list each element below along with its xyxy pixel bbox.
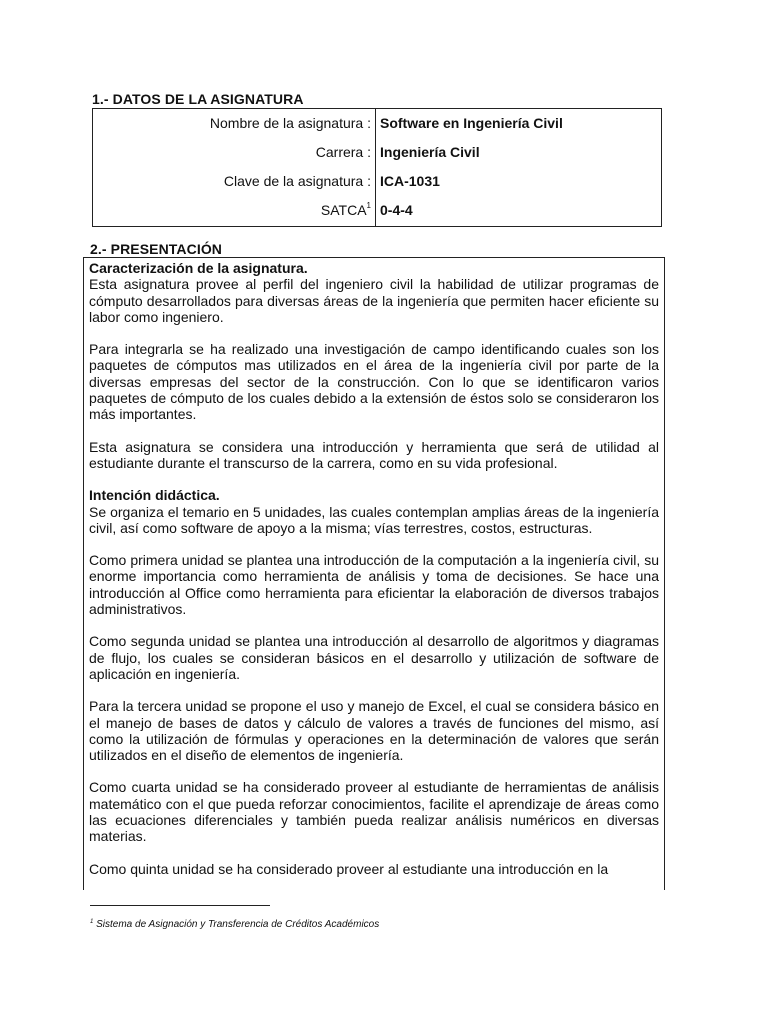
footnote-mark: 1 [90,919,94,925]
satca-label-wrap [321,202,371,218]
caracterizacion-title: Caracterización de la asignatura. [89,260,308,276]
intencion-paragraph-3: Como segunda unidad se plantea una introducción al desarrollo de algoritmos y diagramas de flujo, los cuales se consideran básicos en el desarrollo y utilización de software de aplicación en ingeniería. [89,633,659,682]
table-row-satca [93,202,661,222]
footnote [90,919,379,930]
carrera-label: Carrera : [315,144,371,160]
satca-footnote-mark[interactable]: 1 [366,201,371,210]
intencion-paragraph-2: Como primera unidad se plantea una introducción de la computación a la ingeniería civil, su enorme importancia como herramienta de análisis y toma de decisiones. Se hace una introducción al Office como herramienta para eficientar la elaboración de diversos trabajos administrativos. [89,552,659,618]
footnote-text: Sistema de Asignación y Transferencia de Créditos Académicos [96,919,380,930]
intencion-paragraph-1: Se organiza el temario en 5 unidades, las cuales contemplan amplias áreas de la ingeniería civil, así como software de apoyo a la misma; vías terrestres, costos, estructuras. [89,503,659,536]
datos-asignatura-table [92,108,662,227]
footnote-separator [90,905,270,906]
section-2-heading: 2.- PRESENTACIÓN [90,241,223,257]
satca-label: SATCA [320,202,367,218]
presentacion-content [89,260,659,877]
caracterizacion-paragraph-2: Para integrarla se ha realizado una investigación de campo identificando cuales son los paquetes de cómputos mas utilizados en el área de la ingeniería civil por parte de la diversas empresas del sector de la construcción. Con lo que se identificaron varios paquetes de cómputo de los cuales debido a la extensión de éstos solo se consideraron los más importantes. [89,341,659,423]
clave-value: ICA-1031 [380,173,440,189]
intencion-paragraph-4: Para la tercera unidad se propone el uso y manejo de Excel, el cual se considera básico en el manejo de bases de datos y cálculo de valores a través de funciones del mismo, así como la utilización de fórmulas y operaciones en la determinación de valores que serán utilizados en el diseño de elementos de ingeniería. [89,698,659,764]
caracterizacion-paragraph-3: Esta asignatura se considera una introducción y herramienta que será de utilidad al estudiante durante el transcurso de la carrera, como en su vida profesional. [89,438,659,471]
table-row-carrera [93,144,661,164]
section-1-heading: 1.- DATOS DE LA ASIGNATURA [92,91,304,107]
nombre-value: Software en Ingeniería Civil [380,115,563,131]
satca-value: 0-4-4 [380,202,413,218]
table-row-clave [93,173,661,193]
intencion-title: Intención didáctica. [89,487,220,504]
nombre-label: Nombre de la asignatura : [209,115,371,131]
table-row-nombre [93,115,661,135]
carrera-value: Ingeniería Civil [380,144,480,160]
presentacion-box [83,257,665,890]
intencion-paragraph-5: Como cuarta unidad se ha considerado proveer al estudiante de herramientas de análisis matemático con el que pueda reforzar conocimientos, facilite el aprendizaje de áreas como las ecuaciones diferenciales y también pueda realizar análisis numéricos en diversas materias. [89,779,659,845]
intencion-paragraph-6: Como quinta unidad se ha considerado proveer al estudiante una introducción en la [89,860,609,877]
caracterizacion-paragraph-1: Esta asignatura provee al perfil del ingeniero civil la habilidad de utilizar programas de cómputo desarrollados para diversas áreas de la ingeniería que permiten hacer eficiente su labor como ingeniero. [89,276,659,325]
clave-label: Clave de la asignatura : [223,173,371,189]
